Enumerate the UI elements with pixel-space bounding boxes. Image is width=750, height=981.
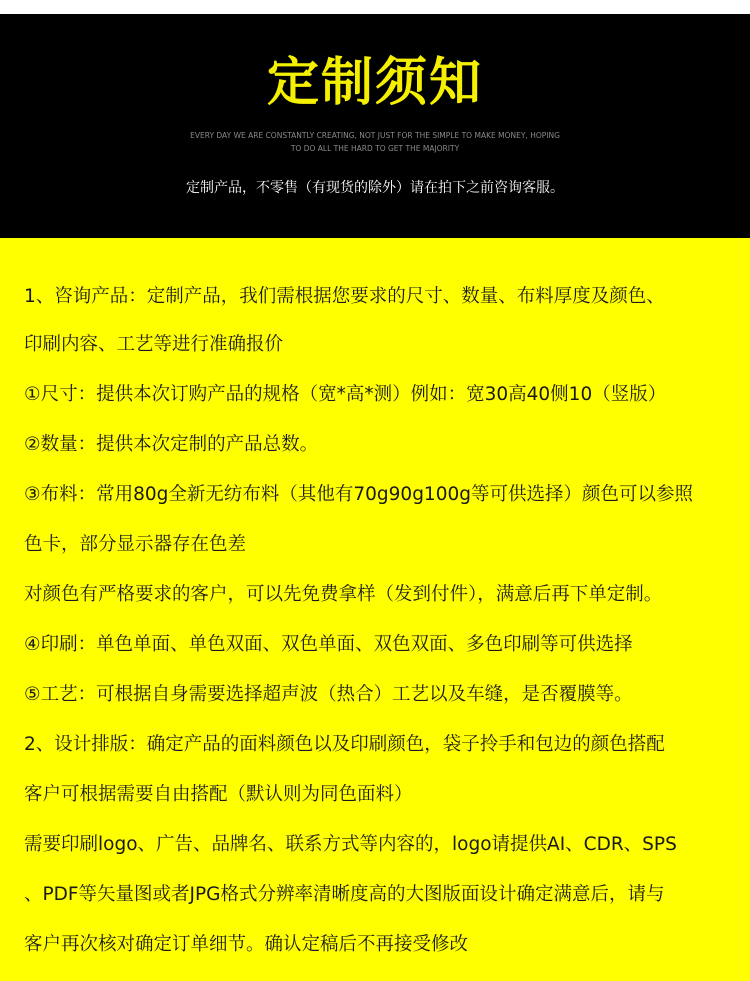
tagline-line-1: EVERY DAY WE ARE CONSTANTLY CREATING, NOT JUST FOR THE SIMPLE TO MAKE MONEY, HOPING: [190, 131, 560, 140]
content-line: ⑤工艺：可根据自身需要选择超声波（热合）工艺以及车缝，是否覆膜等。: [24, 684, 633, 705]
content-line: 需要印刷logo、广告、品牌名、联系方式等内容的，logo请提供AI、CDR、SPS: [24, 834, 677, 855]
content-line: ④印刷：单色单面、单色双面、双色单面、双色双面、多色印刷等可供选择: [24, 634, 633, 655]
content-line: 、PDF等矢量图或者JPG格式分辨率清晰度高的大图版面设计确定满意后，请与: [24, 884, 665, 905]
top-white-strip: [0, 0, 750, 14]
content-line: ②数量：提供本次定制的产品总数。: [24, 434, 319, 455]
content-line: 印刷内容、工艺等进行准确报价: [24, 334, 284, 355]
english-tagline: [150, 129, 600, 155]
header-banner: [0, 14, 750, 238]
content-line: 色卡，部分显示器存在色差: [24, 534, 247, 555]
content-line: 2、设计排版：确定产品的面料颜色以及印刷颜色，袋子拎手和包边的颜色搭配: [24, 734, 665, 755]
content-line: 客户可根据需要自由搭配（默认则为同色面料）: [24, 784, 413, 805]
notice-content: [0, 238, 750, 981]
content-line: ①尺寸：提供本次订购产品的规格（宽*高*测）例如：宽30高40侧10（竖版）: [24, 384, 667, 405]
content-line: ③布料：常用80g全新无纺布料（其他有70g90g100g等可供选择）颜色可以参照: [24, 484, 693, 505]
page-title: 定制须知: [266, 53, 483, 113]
content-line: 客户再次核对确定订单细节。确认定稿后不再接受修改: [24, 934, 469, 955]
retail-notice: 定制产品，不零售（有现货的除外）请在拍下之前咨询客服。: [186, 180, 564, 196]
tagline-line-2: TO DO ALL THE HARD TO GET THE MAJORITY: [290, 144, 460, 153]
content-line: 1、咨询产品：定制产品，我们需根据您要求的尺寸、数量、布料厚度及颜色、: [24, 286, 665, 307]
content-line: 对颜色有严格要求的客户，可以先免费拿样（发到付件），满意后再下单定制。: [24, 584, 663, 605]
